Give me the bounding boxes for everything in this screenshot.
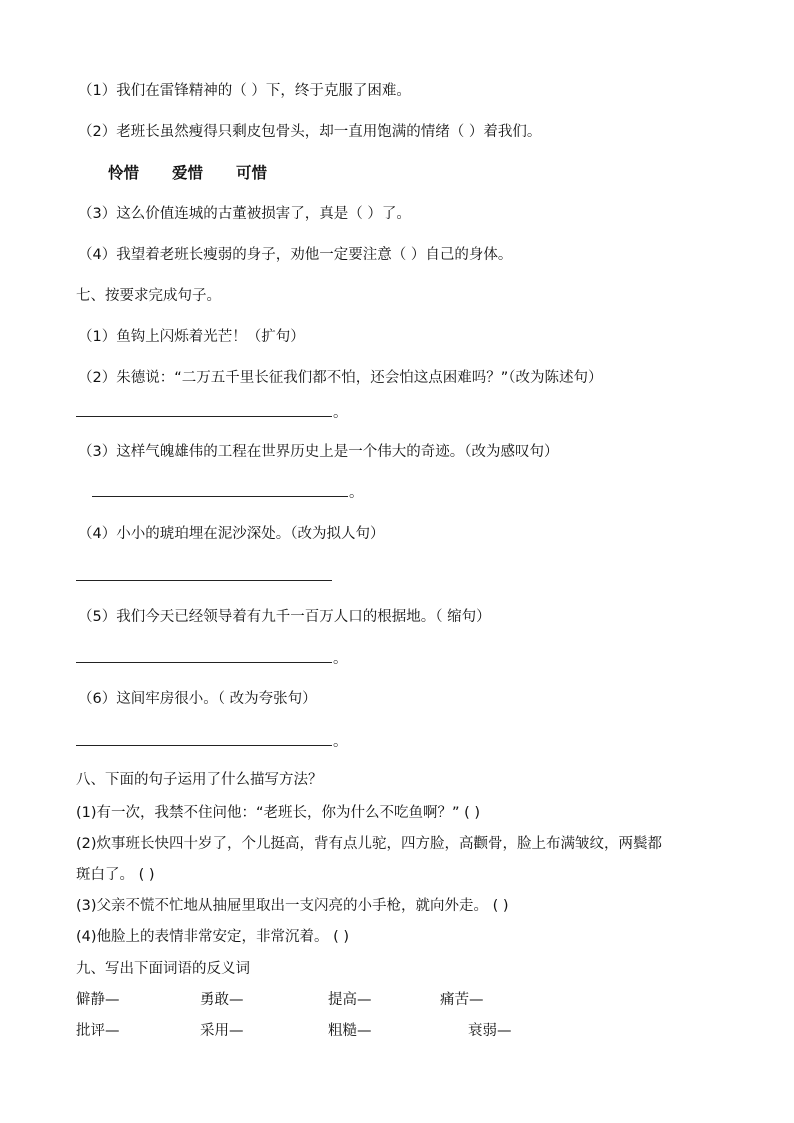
- question-7-3: （3）这样气魄雄伟的工程在世界历史上是一个伟大的奇迹。（改为感叹句）: [78, 444, 559, 460]
- antonym-7: 粗糙—: [328, 1023, 372, 1039]
- antonym-6: 采用—: [200, 1023, 244, 1039]
- answer-period-7-2: 。: [333, 405, 348, 421]
- antonym-3: 提高—: [328, 992, 372, 1008]
- question-6-2: （2）老班长虽然瘦得只剩皮包骨头，却一直用饱满的情绪（ ）着我们。: [78, 124, 542, 140]
- word-option-3: 可惜: [236, 164, 268, 182]
- answer-line-7-4[interactable]: [76, 580, 332, 581]
- question-8-2-cont: 斑白了。 ( ): [76, 867, 155, 883]
- section-9-title: 九、写出下面词语的反义词: [76, 961, 250, 977]
- question-7-4: （4）小小的琥珀埋在泥沙深处。（改为拟人句）: [78, 526, 385, 542]
- question-8-4: (4)他脸上的表情非常安定，非常沉着。 ( ): [76, 929, 350, 945]
- question-7-5: （5）我们今天已经领导着有九千一百万人口的根据地。（ 缩句）: [78, 609, 491, 625]
- antonym-4: 痛苦—: [440, 992, 484, 1008]
- word-option-2: 爱惜: [172, 164, 204, 182]
- question-6-1: （1）我们在雷锋精神的（ ）下，终于克服了困难。: [78, 83, 411, 99]
- antonym-1: 僻静—: [76, 992, 120, 1008]
- answer-period-7-3: 。: [349, 485, 364, 501]
- answer-line-7-2[interactable]: [76, 416, 332, 417]
- answer-line-7-3[interactable]: [92, 496, 348, 497]
- question-6-3: （3）这么价值连城的古董被损害了，真是（ ）了。: [78, 206, 411, 222]
- question-8-1: (1)有一次，我禁不住问他：“老班长，你为什么不吃鱼啊？” ( ): [76, 805, 481, 821]
- antonym-8: 衰弱—: [468, 1023, 512, 1039]
- antonym-5: 批评—: [76, 1023, 120, 1039]
- question-6-4: （4）我望着老班长瘦弱的身子，劝他一定要注意（ ）自己的身体。: [78, 247, 513, 263]
- answer-period-7-6: 。: [333, 734, 348, 750]
- question-8-3: (3)父亲不慌不忙地从抽屉里取出一支闪亮的小手枪，就向外走。 ( ): [76, 898, 509, 914]
- antonym-2: 勇敢—: [200, 992, 244, 1008]
- answer-line-7-6[interactable]: [76, 745, 332, 746]
- section-8-title: 八、下面的句子运用了什么描写方法？: [76, 772, 323, 788]
- answer-period-7-5: 。: [333, 651, 348, 667]
- question-7-2: （2）朱德说：“二万五千里长征我们都不怕，还会怕这点困难吗？”（改为陈述句）: [78, 370, 603, 386]
- word-option-1: 怜惜: [108, 164, 140, 182]
- question-7-1: （1）鱼钩上闪烁着光芒！（扩句）: [78, 329, 305, 345]
- question-8-2: (2)炊事班长快四十岁了，个儿挺高，背有点儿驼，四方脸，高颧骨，脸上布满皱纹，两鬓都: [76, 836, 663, 852]
- section-7-title: 七、按要求完成句子。: [76, 288, 221, 304]
- answer-line-7-5[interactable]: [76, 662, 332, 663]
- question-7-6: （6）这间牢房很小。（ 改为夸张句）: [78, 691, 317, 707]
